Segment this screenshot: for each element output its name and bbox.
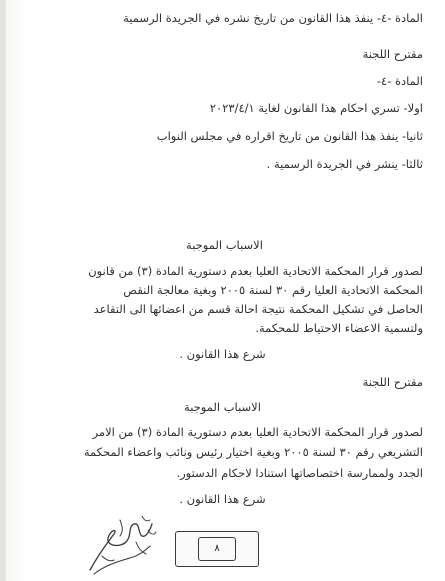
reasons-line: المحكمة الاتحادية العليا رقم ٣٠ لسنة ٢٠٠٥ وبغية معالجة النقص: [123, 283, 423, 297]
reasons-line: لصدور قرار المحكمة الاتحادية العليا بعدم دستورية المادة (٣) من قانون: [88, 264, 423, 278]
reasons-heading: الاسباب الموجبة: [184, 400, 261, 414]
reasons-line: لصدور قرار المحكمة الاتحادية العليا بعدم دستورية المادة (٣) من الامر: [92, 425, 423, 439]
committee-proposal-heading: مقترح اللجنة: [362, 375, 423, 389]
enacted-line: شرع هذا القانون .: [179, 492, 266, 506]
official-stamp: [175, 531, 259, 567]
second-clause: ثانيا- ينفذ هذا القانون من تاريخ اقراره في مجلس النواب: [156, 129, 423, 143]
reasons-line: الجدد ولممارسة اختصاصاتها استنادا لاحكام الدستور.: [176, 466, 423, 480]
signature-scribble: [80, 512, 160, 578]
third-clause: ثالثا- ينشر في الجريدة الرسمية .: [266, 157, 423, 171]
reasons-heading: الاسباب الموجبة: [186, 238, 263, 252]
committee-proposal-heading: مقترح اللجنة: [362, 47, 423, 61]
article-4-heading: المادة -٤-: [376, 74, 423, 88]
first-clause: اولا- تسري احكام هذا القانون لغاية ٢٠٢٣/٤/١: [209, 101, 423, 115]
article-4-line: المادة -٤- ينفذ هذا القانون من تاريخ نشره في الجريدة الرسمية: [123, 11, 423, 25]
reasons-line: التشريعي رقم ٣٠ لسنة ٢٠٠٥ وبغية اختيار رئيس ونائب واعضاء المحكمة: [83, 445, 423, 459]
reasons-line: الحاصل في تشكيل المحكمة نتيجة احالة قسم من اعضائها الى التقاعد: [93, 302, 423, 316]
stamp-mark: ٨: [198, 537, 236, 561]
enacted-line: شرع هذا القانون .: [179, 347, 266, 361]
reasons-line: ولتسمية الاعضاء الاحتياط للمحكمة.: [255, 321, 423, 335]
